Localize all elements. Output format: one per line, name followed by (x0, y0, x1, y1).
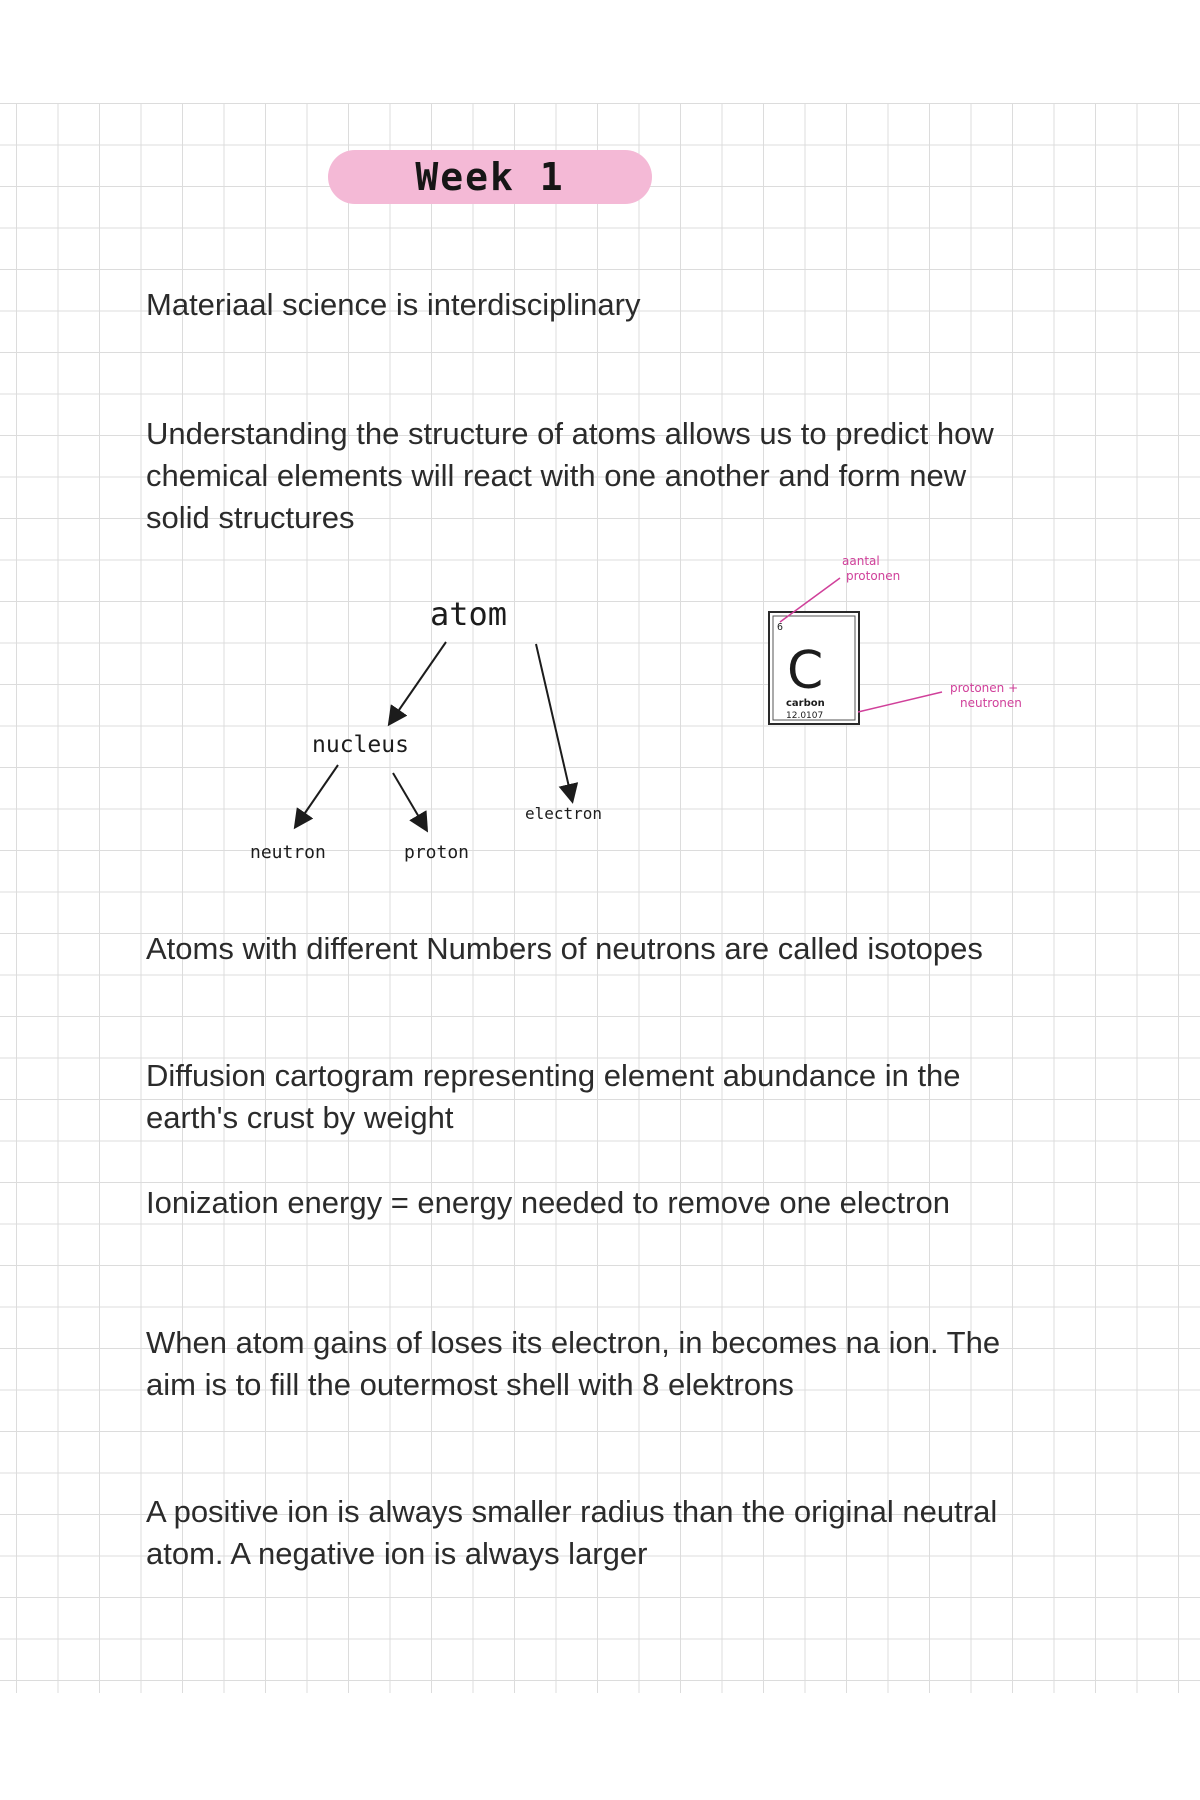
arrow-nucleus-neutron (296, 765, 338, 826)
arrow-atom-electron (536, 644, 572, 800)
annotation-right-line2: neutronen (960, 696, 1022, 710)
annotation-top-line2: protonen (846, 569, 901, 583)
page-title: Week 1 (415, 155, 565, 199)
annotation-line-right (858, 692, 942, 712)
note-ion-formation: When atom gains of loses its electron, in becomes na ion. The aim is to fill the outermost shell with 8 elektrons (146, 1325, 1001, 1402)
annotation-right-line1: protonen + (950, 681, 1019, 695)
element-mass: 12.0107 (786, 711, 824, 721)
note-ion-radius: A positive ion is always smaller radius than the original neutral atom. A negative ion is always larger (146, 1494, 998, 1571)
note-atom-structure: Understanding the structure of atoms allows us to predict how chemical elements will react with one another and form new solid structures (146, 416, 994, 535)
carbon-element-tile (769, 612, 859, 724)
annotation-top-line1: aantal (842, 554, 880, 568)
element-symbol: C (787, 641, 824, 701)
atom-label: atom (430, 595, 508, 633)
electron-label: electron (525, 804, 603, 823)
proton-label: proton (404, 842, 470, 863)
arrow-nucleus-proton (393, 773, 426, 829)
note-cartogram: Diffusion cartogram representing element abundance in the earth's crust by weight (146, 1058, 961, 1135)
neutron-label: neutron (250, 842, 326, 863)
element-name: carbon (786, 698, 825, 709)
note-ionization-energy: Ionization energy = energy needed to remove one electron (146, 1185, 950, 1220)
note-isotopes: Atoms with different Numbers of neutrons are called isotopes (146, 931, 983, 966)
arrow-atom-nucleus (390, 642, 446, 723)
note-interdisciplinary: Materiaal science is interdisciplinary (146, 287, 641, 322)
nucleus-label: nucleus (312, 732, 409, 758)
atomic-number: 6 (777, 622, 784, 633)
